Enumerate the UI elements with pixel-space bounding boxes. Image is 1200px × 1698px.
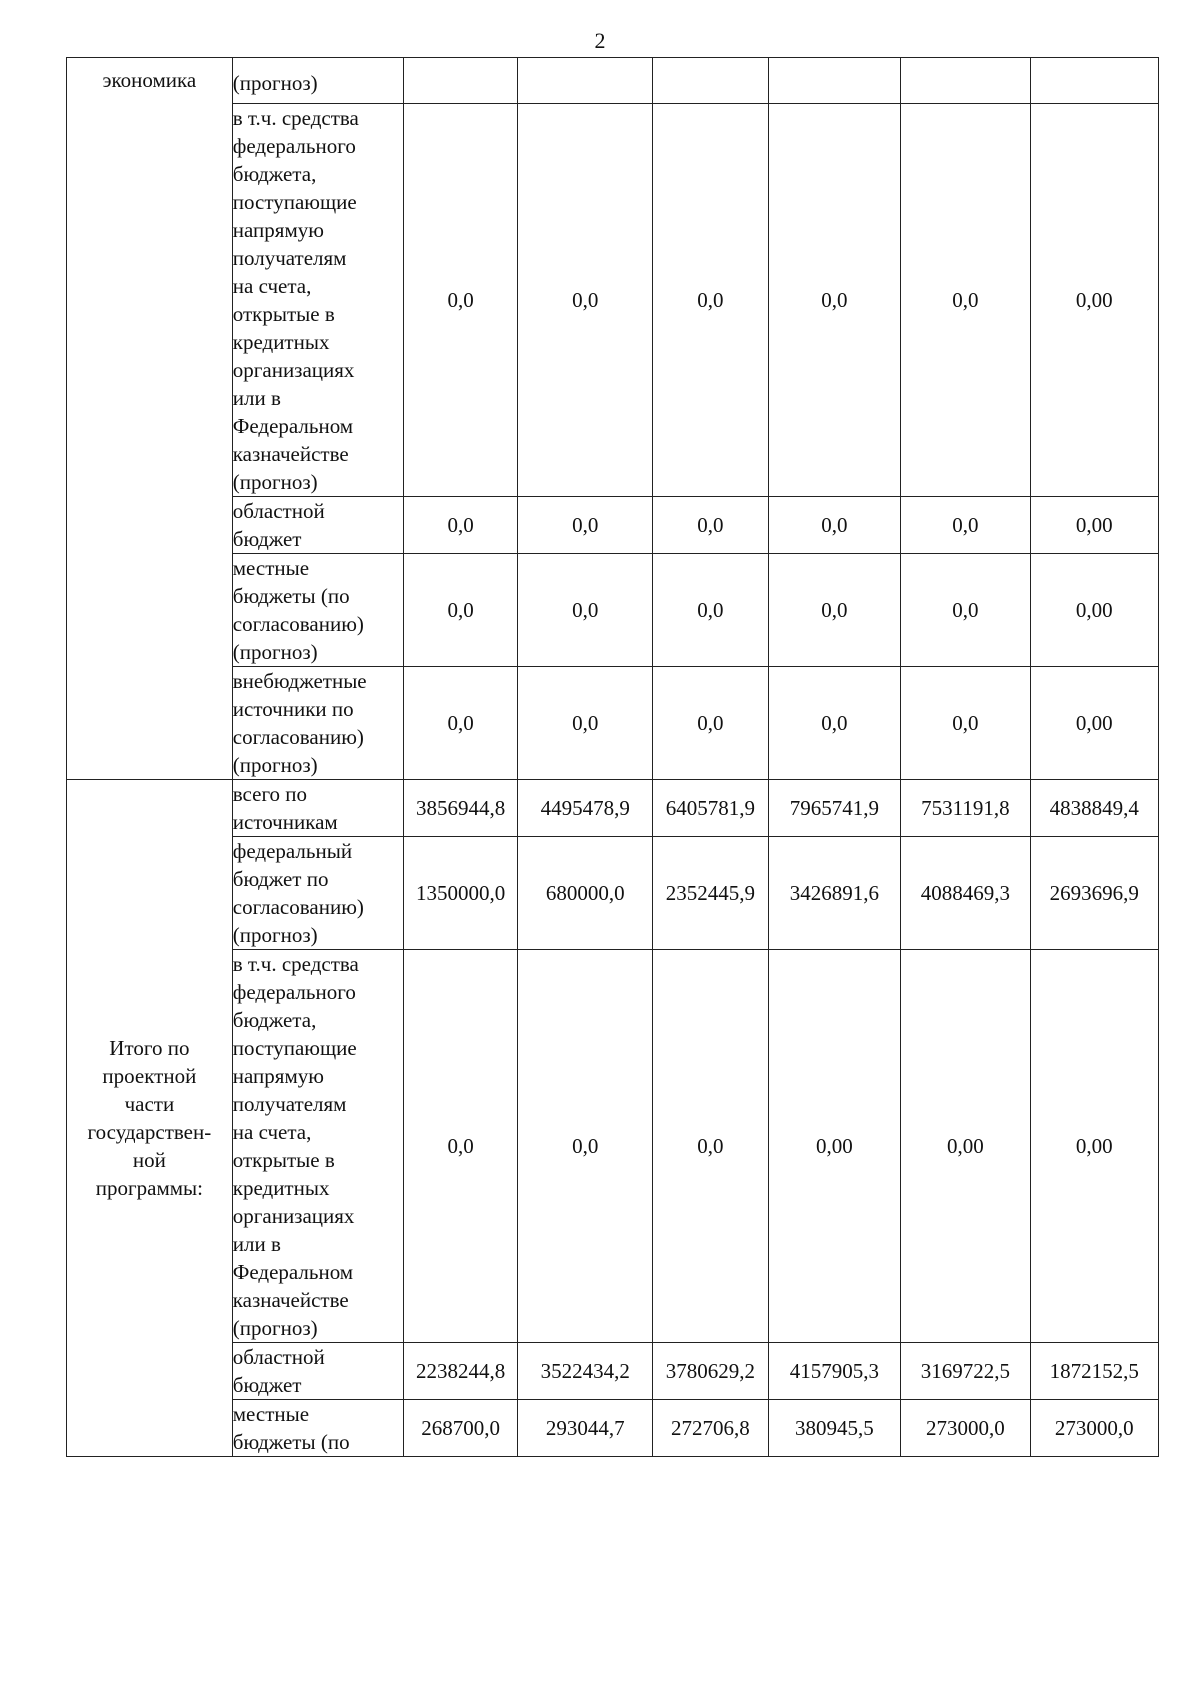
value-cell: 273000,0 (901, 1400, 1030, 1457)
value-cell: 0,00 (1030, 104, 1158, 497)
value-cell: 380945,5 (768, 1400, 901, 1457)
value-cell: 0,00 (768, 950, 901, 1343)
value-cell: 0,0 (518, 497, 653, 554)
value-cell: 0,0 (901, 667, 1030, 780)
value-cell: 3169722,5 (901, 1343, 1030, 1400)
value-cell: 0,0 (653, 554, 769, 667)
value-cell: 0,00 (901, 950, 1030, 1343)
value-cell: 0,0 (403, 667, 517, 780)
value-cell: 0,0 (901, 497, 1030, 554)
source-label: в т.ч. средства федерального бюджета, поступающие напрямую получателям на счета, открытые в кредитных организациях или в Федеральном казначействе (прогноз) (232, 104, 403, 497)
section-title: Итого по проектной части государствен- ной программы: (87, 1036, 212, 1200)
source-label: федеральный бюджет по согласованию) (прогноз) (232, 837, 403, 950)
value-cell: 1872152,5 (1030, 1343, 1158, 1400)
value-cell: 3522434,2 (518, 1343, 653, 1400)
value-cell: 0,0 (653, 950, 769, 1343)
value-cell: 0,00 (1030, 497, 1158, 554)
value-cell: 0,0 (653, 104, 769, 497)
page-number: 2 (594, 28, 606, 53)
value-cell: 293044,7 (518, 1400, 653, 1457)
value-cell: 0,0 (518, 950, 653, 1343)
value-cell (1030, 58, 1158, 104)
value-cell: 0,0 (653, 667, 769, 780)
value-cell: 2238244,8 (403, 1343, 517, 1400)
value-cell: 0,0 (653, 497, 769, 554)
section-title-cell (67, 780, 233, 1457)
value-cell: 273000,0 (1030, 1400, 1158, 1457)
value-cell: 2352445,9 (653, 837, 769, 950)
value-cell: 4088469,3 (901, 837, 1030, 950)
value-cell: 3856944,8 (403, 780, 517, 837)
source-label: (прогноз) (232, 58, 403, 104)
value-cell: 0,0 (518, 554, 653, 667)
value-cell: 7531191,8 (901, 780, 1030, 837)
source-label: областной бюджет (232, 497, 403, 554)
table-row (67, 58, 1159, 104)
value-cell: 0,0 (403, 104, 517, 497)
value-cell (518, 58, 653, 104)
value-cell (901, 58, 1030, 104)
source-label: областной бюджет (232, 1343, 403, 1400)
value-cell: 0,0 (901, 104, 1030, 497)
source-label: местные бюджеты (по согласованию) (прогноз) (232, 554, 403, 667)
value-cell: 3426891,6 (768, 837, 901, 950)
value-cell: 268700,0 (403, 1400, 517, 1457)
value-cell: 0,0 (518, 667, 653, 780)
value-cell: 7965741,9 (768, 780, 901, 837)
value-cell: 0,00 (1030, 554, 1158, 667)
value-cell (768, 58, 901, 104)
value-cell: 0,0 (403, 950, 517, 1343)
value-cell: 1350000,0 (403, 837, 517, 950)
value-cell: 0,0 (518, 104, 653, 497)
value-cell: 272706,8 (653, 1400, 769, 1457)
value-cell: 4157905,3 (768, 1343, 901, 1400)
value-cell (403, 58, 517, 104)
value-cell: 4838849,4 (1030, 780, 1158, 837)
value-cell: 2693696,9 (1030, 837, 1158, 950)
value-cell: 0,0 (768, 554, 901, 667)
value-cell (653, 58, 769, 104)
section-title-cell (67, 58, 233, 780)
value-cell: 0,0 (403, 554, 517, 667)
value-cell: 0,00 (1030, 950, 1158, 1343)
value-cell: 0,00 (1030, 667, 1158, 780)
source-label: всего по источникам (232, 780, 403, 837)
value-cell: 0,0 (403, 497, 517, 554)
budget-table (66, 57, 1159, 1457)
value-cell: 0,0 (768, 104, 901, 497)
value-cell: 680000,0 (518, 837, 653, 950)
source-label: внебюджетные источники по согласованию) (прогноз) (232, 667, 403, 780)
section-title: экономика (102, 68, 197, 92)
source-label: местные бюджеты (по (232, 1400, 403, 1457)
value-cell: 6405781,9 (653, 780, 769, 837)
value-cell: 0,0 (768, 667, 901, 780)
value-cell: 4495478,9 (518, 780, 653, 837)
source-label: в т.ч. средства федерального бюджета, поступающие напрямую получателям на счета, открытые в кредитных организациях или в Федеральном казначействе (прогноз) (232, 950, 403, 1343)
value-cell: 0,0 (901, 554, 1030, 667)
value-cell: 0,0 (768, 497, 901, 554)
value-cell: 3780629,2 (653, 1343, 769, 1400)
table-row (67, 780, 1159, 837)
